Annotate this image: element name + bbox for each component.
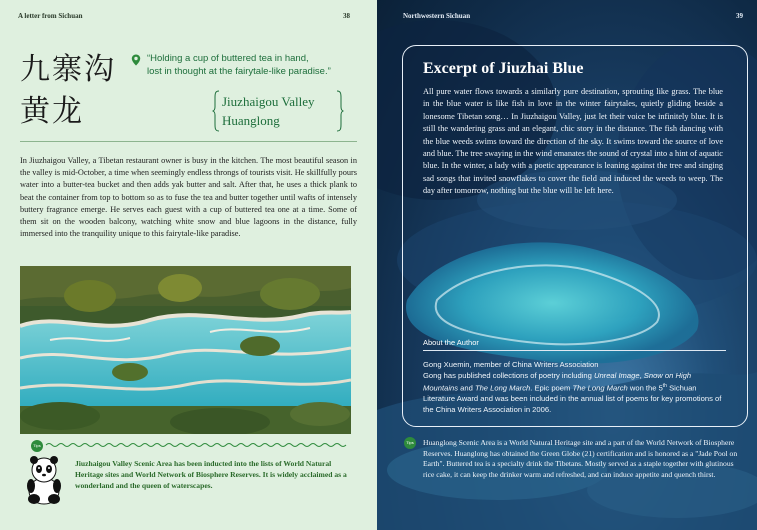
left-running-head: A letter from Sichuan <box>18 12 83 20</box>
location-pin-icon <box>131 54 141 66</box>
panda-icon <box>22 453 66 505</box>
tips-badge-icon: Tips <box>31 440 43 452</box>
place-name-line1: Jiuzhaigou Valley <box>222 94 315 109</box>
quote-line1: “Holding a cup of buttered tea in hand, <box>147 53 309 64</box>
article-body: In Jiuzhaigou Valley, a Tibetan restaurant owner is busy in the kitchen. The most beautiful season in the valley is mid-October, a time when seemingly endless throngs of tourists visit. He skillfully pours water into a butter-tea bucket and then adds yak butter and salt. After that, he uses a thick plank to beat the container from top to bottom so as to fuse the tea and butter together until wafts of intensely buttery fragrance emerge. He serves each guest with a cup of buttered tea one at a time. Some of them sit on the wooden balcony, watching white snow and blue lagoons in the distance, fully immersed into the tranquility unique to this fairytale-like paradise. <box>20 156 357 239</box>
chinese-title-line1: 九寨沟 <box>20 52 116 87</box>
excerpt-body: All pure water flows towards a similarly pure destination, sprouting like grass. The blue in the blue water is like fish in love in the winter fairytales, quietly gliding beside a lonesome Tibetan song… In Jiuzhaigou Valley, just let their voice be infinitely blue. It is still the wandering grass and an elegant, chic story in the distance. The fish dancing with the blue weeds swims toward the direction of the sky. It swims toward the source of love and blue. The tree swaying in the wind emanates the sound of crystal into a hint of aquatic blue. In the winter, a lady with a poetic appearance is leaning against the tree and singing sad songs that invited snowflakes to cover the field and induced the weeds to weep. The day after tomorrow, nothing but the blue will be left here. <box>423 87 723 196</box>
left-page-number: 38 <box>343 12 350 20</box>
author-heading: About the Author <box>423 338 479 347</box>
pull-quote <box>131 52 361 78</box>
left-page <box>0 0 377 530</box>
tips-badge-icon: Tips <box>404 437 416 449</box>
author-bio <box>423 360 723 416</box>
right-page <box>377 0 757 530</box>
chinese-title-line2: 黄龙 <box>20 94 84 129</box>
place-name-bracket <box>212 90 344 132</box>
author-line2: Gong has published collections of poetry including Unreal Image, Snow on High Mountains and The Long March. Epic poem The Long March won the 5th Sichuan Literature Award and was been included in the annual list of poems for key promotions of the China Writers Association in 2006. <box>423 370 722 414</box>
right-running-head: Northwestern Sichuan <box>403 12 471 20</box>
quote-line2: lost in thought at the fairytale-like paradise.” <box>147 66 331 77</box>
wavy-divider <box>20 442 351 448</box>
author-line1: Gong Xuemin, member of China Writers Association <box>423 360 599 369</box>
title-divider <box>20 141 357 142</box>
right-page-number: 39 <box>736 12 743 20</box>
jiuzhaigou-pools-photo <box>20 266 351 434</box>
excerpt-title: Excerpt of Jiuzhai Blue <box>423 60 584 77</box>
tips-note: Huanglong Scenic Area is a World Natural Heritage site and a part of the World Network of Biosphere Reserves. Huanglong has obtained the Green Globe (21) certification and is honored as a "Jade Pool on Earth". Buttered tea is a specialty drink the Tibetans. Mostly served as a staple together with glutinous rice cake, it can keep the drinker warm and refreshed, and can induce appetite and quench thirst. <box>423 438 738 480</box>
place-name-line2: Huanglong <box>222 113 280 128</box>
author-divider <box>423 350 726 351</box>
tips-note: Jiuzhaigou Valley Scenic Area has been inducted into the lists of World Natural Heritage sites and World Network of Biosphere Reserves. It is widely acclaimed as a wonderland and the queen of waterscapes. <box>75 459 347 490</box>
